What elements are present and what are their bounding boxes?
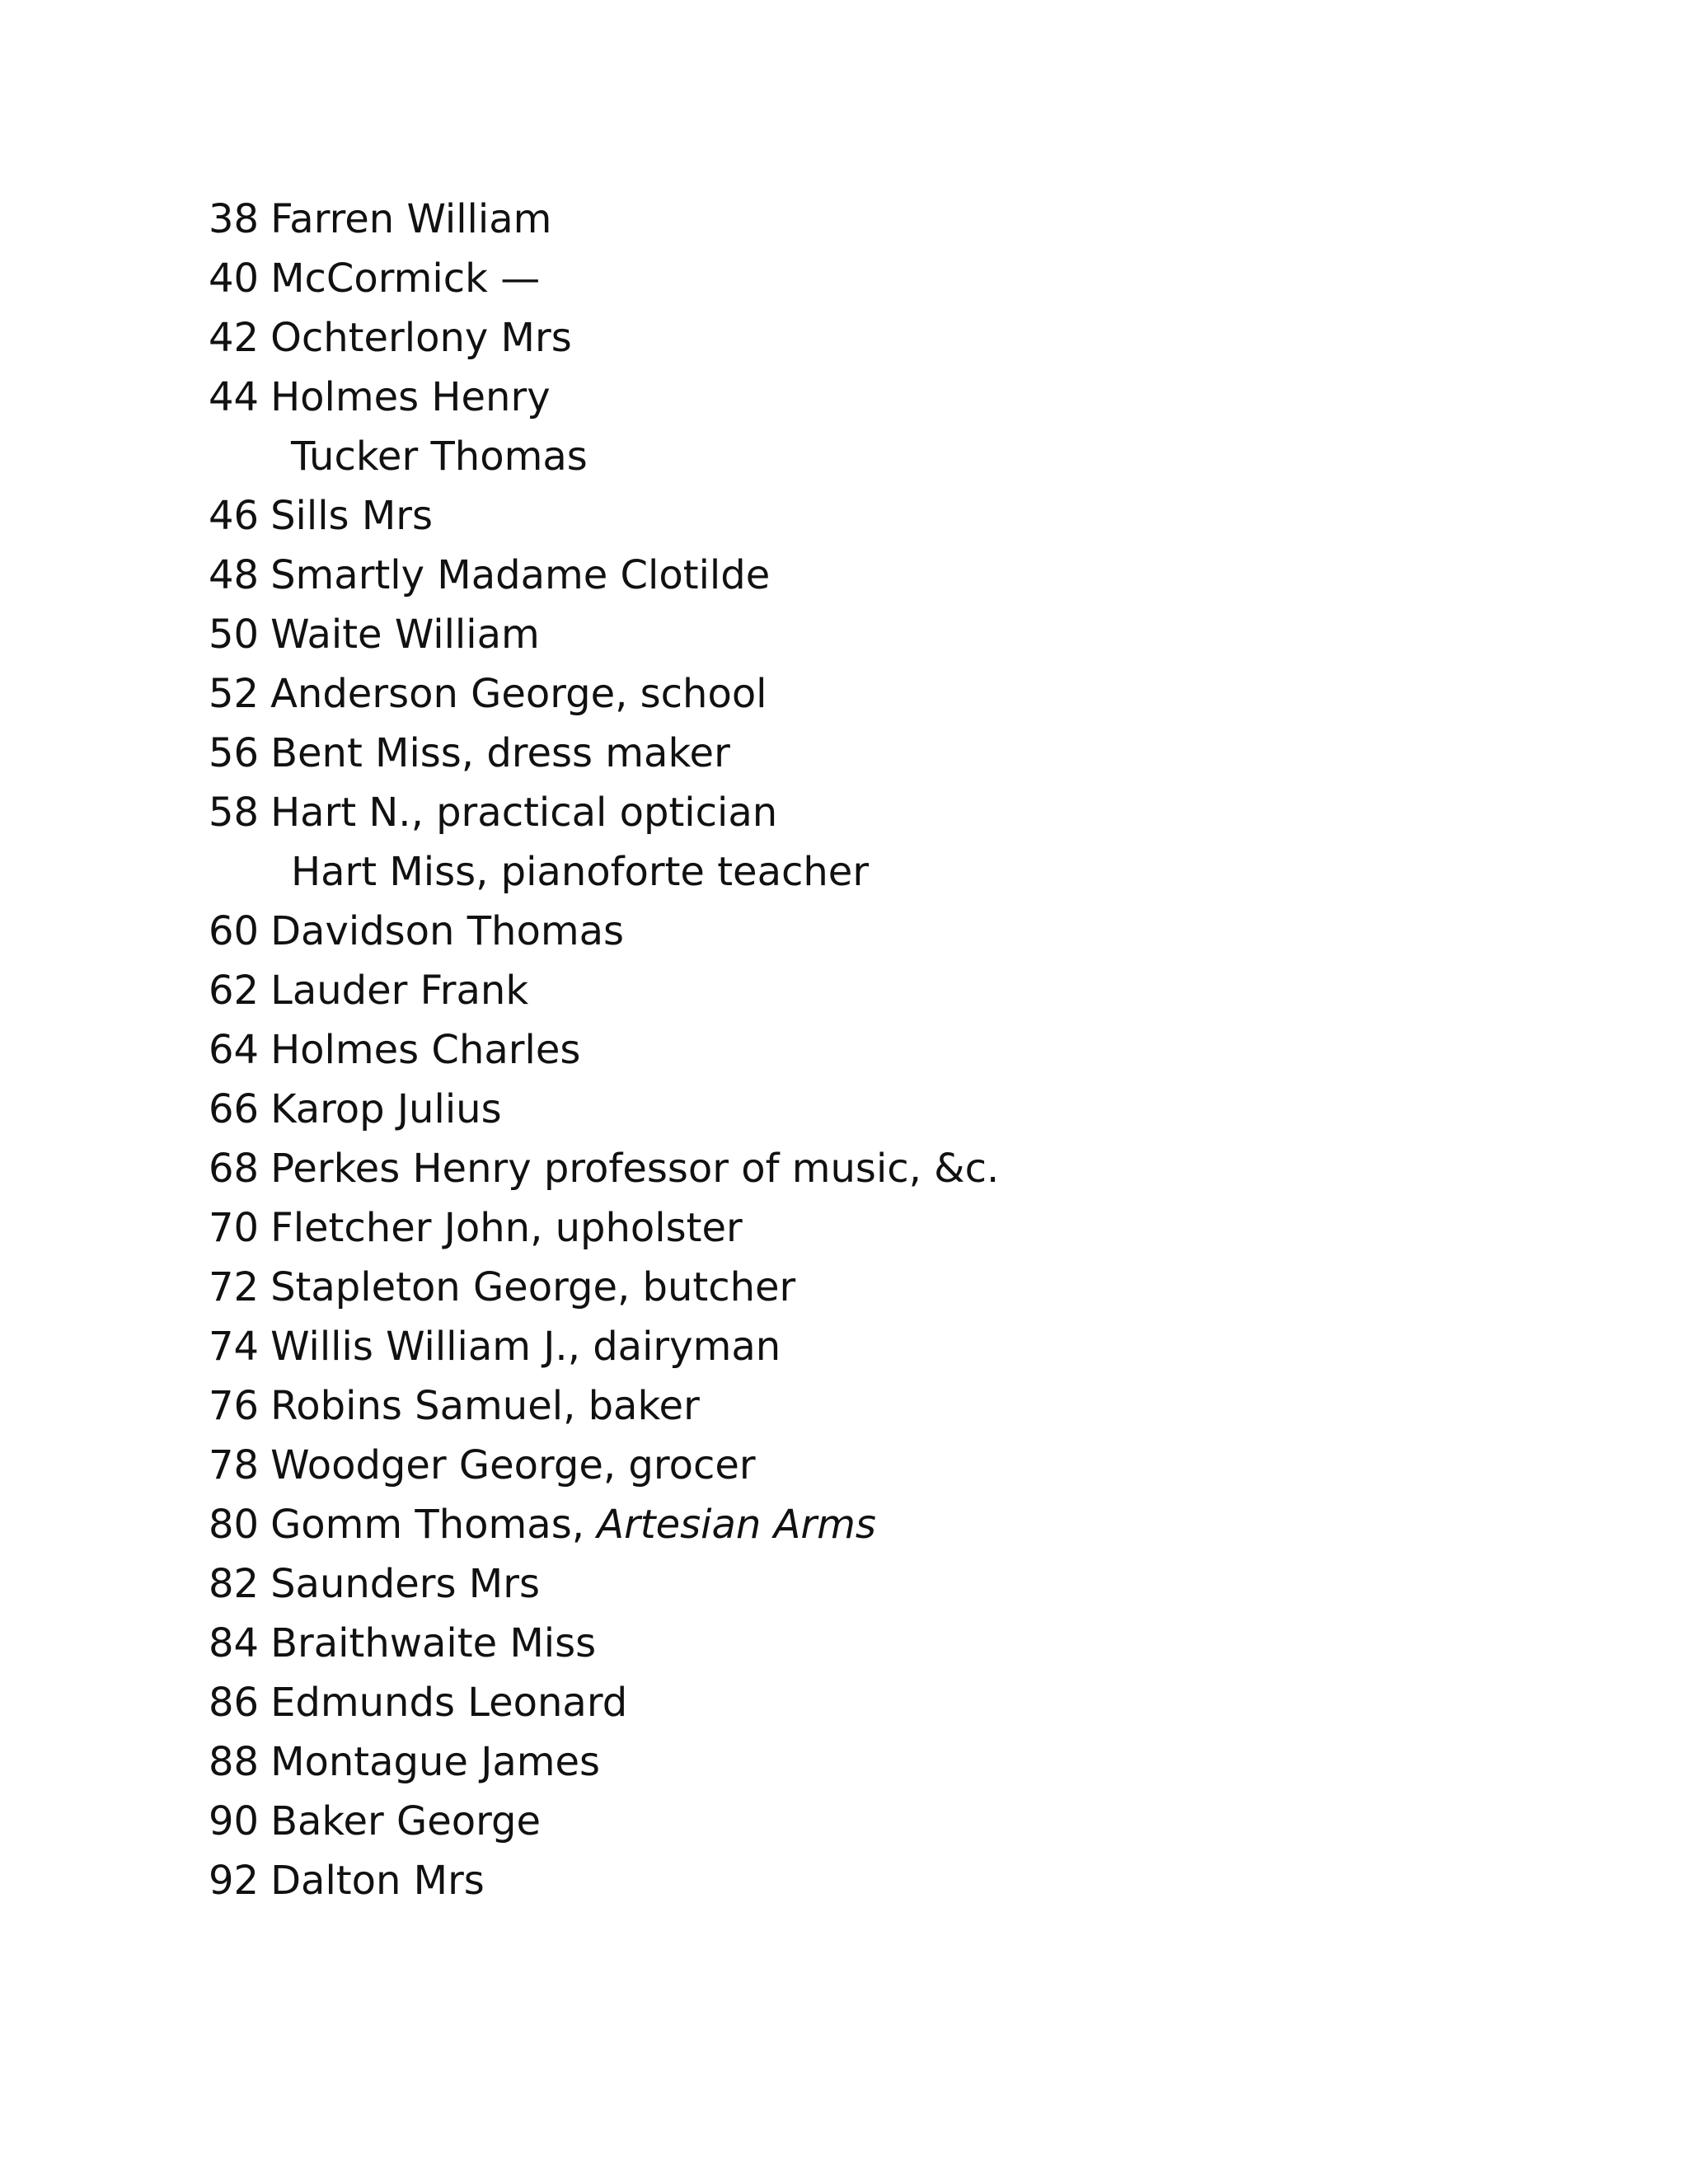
resident-name: Gomm Thomas, xyxy=(270,1502,584,1548)
house-number: 56 xyxy=(209,730,260,776)
list-item xyxy=(209,1020,999,1080)
house-number: 62 xyxy=(209,968,260,1014)
house-number: 58 xyxy=(209,790,260,836)
house-number: 82 xyxy=(209,1561,260,1607)
list-item xyxy=(209,1376,999,1436)
house-number: 86 xyxy=(209,1680,260,1726)
list-item xyxy=(209,1436,999,1495)
resident-name: Montague James xyxy=(270,1739,601,1785)
resident-name: Saunders Mrs xyxy=(270,1561,540,1607)
house-number: 68 xyxy=(209,1146,260,1192)
resident-name: Davidson Thomas xyxy=(270,908,625,954)
resident-name: Holmes Charles xyxy=(270,1027,581,1073)
house-number: 80 xyxy=(209,1502,260,1548)
list-item xyxy=(209,1554,999,1614)
list-item xyxy=(209,308,999,368)
house-number: 90 xyxy=(209,1798,260,1844)
resident-name: Baker George xyxy=(270,1798,542,1844)
resident-name: McCormick — xyxy=(270,255,541,302)
list-item xyxy=(209,664,999,724)
directory-list xyxy=(209,190,999,1910)
list-item xyxy=(209,902,999,961)
house-number: 70 xyxy=(209,1205,260,1251)
list-item xyxy=(209,1198,999,1258)
resident-name: Waite William xyxy=(270,612,540,658)
resident-name: Hart Miss, pianoforte teacher xyxy=(291,849,870,895)
list-item xyxy=(209,1139,999,1198)
house-number: 78 xyxy=(209,1442,260,1488)
list-item xyxy=(209,1732,999,1792)
house-number: 66 xyxy=(209,1086,260,1132)
list-item xyxy=(209,1317,999,1376)
list-item xyxy=(209,1614,999,1673)
house-number: 60 xyxy=(209,908,260,954)
list-item xyxy=(209,1851,999,1910)
resident-name: Stapleton George, butcher xyxy=(270,1264,796,1310)
list-item xyxy=(209,368,999,427)
resident-name: Bent Miss, dress maker xyxy=(270,730,730,776)
house-number: 48 xyxy=(209,552,260,598)
house-number: 64 xyxy=(209,1027,260,1073)
list-item xyxy=(209,605,999,664)
resident-name: Karop Julius xyxy=(270,1086,502,1132)
resident-name: Ochterlony Mrs xyxy=(270,315,572,361)
resident-name: Anderson George, school xyxy=(270,671,767,717)
list-item-continuation xyxy=(209,842,999,902)
resident-name: Smartly Madame Clotilde xyxy=(270,552,771,598)
resident-name: Willis William J., dairyman xyxy=(270,1324,781,1370)
resident-name: Fletcher John, upholster xyxy=(270,1205,743,1251)
house-number: 84 xyxy=(209,1620,260,1666)
resident-name: Woodger George, grocer xyxy=(270,1442,756,1488)
inn-name xyxy=(597,1502,876,1548)
list-item xyxy=(209,724,999,783)
list-item xyxy=(209,546,999,605)
house-number: 88 xyxy=(209,1739,260,1785)
inn-name-italic: Artesian Arms xyxy=(597,1502,876,1548)
house-number: 76 xyxy=(209,1383,260,1429)
house-number: 40 xyxy=(209,255,260,302)
resident-name: Holmes Henry xyxy=(270,374,551,420)
list-item xyxy=(209,1495,999,1554)
list-item-continuation xyxy=(209,427,999,486)
list-item xyxy=(209,249,999,308)
resident-name: Robins Samuel, baker xyxy=(270,1383,700,1429)
house-number: 38 xyxy=(209,196,260,242)
list-item xyxy=(209,1673,999,1732)
house-number: 72 xyxy=(209,1264,260,1310)
resident-name: Hart N., practical optician xyxy=(270,790,778,836)
list-item xyxy=(209,783,999,842)
list-item xyxy=(209,1792,999,1851)
house-number: 74 xyxy=(209,1324,260,1370)
resident-name: Tucker Thomas xyxy=(291,434,588,480)
resident-name: Dalton Mrs xyxy=(270,1858,485,1904)
house-number: 52 xyxy=(209,671,260,717)
house-number: 92 xyxy=(209,1858,260,1904)
resident-name: Farren William xyxy=(270,196,552,242)
resident-name: Braithwaite Miss xyxy=(270,1620,597,1666)
resident-name: Perkes Henry professor of music, &c. xyxy=(270,1146,1000,1192)
resident-name: Lauder Frank xyxy=(270,968,529,1014)
list-item xyxy=(209,1258,999,1317)
list-item xyxy=(209,961,999,1020)
house-number: 44 xyxy=(209,374,260,420)
list-item xyxy=(209,190,999,249)
house-number: 50 xyxy=(209,612,260,658)
resident-name: Sills Mrs xyxy=(270,493,433,539)
house-number: 42 xyxy=(209,315,260,361)
list-item xyxy=(209,1080,999,1139)
resident-name: Edmunds Leonard xyxy=(270,1680,628,1726)
list-item xyxy=(209,486,999,546)
house-number: 46 xyxy=(209,493,260,539)
